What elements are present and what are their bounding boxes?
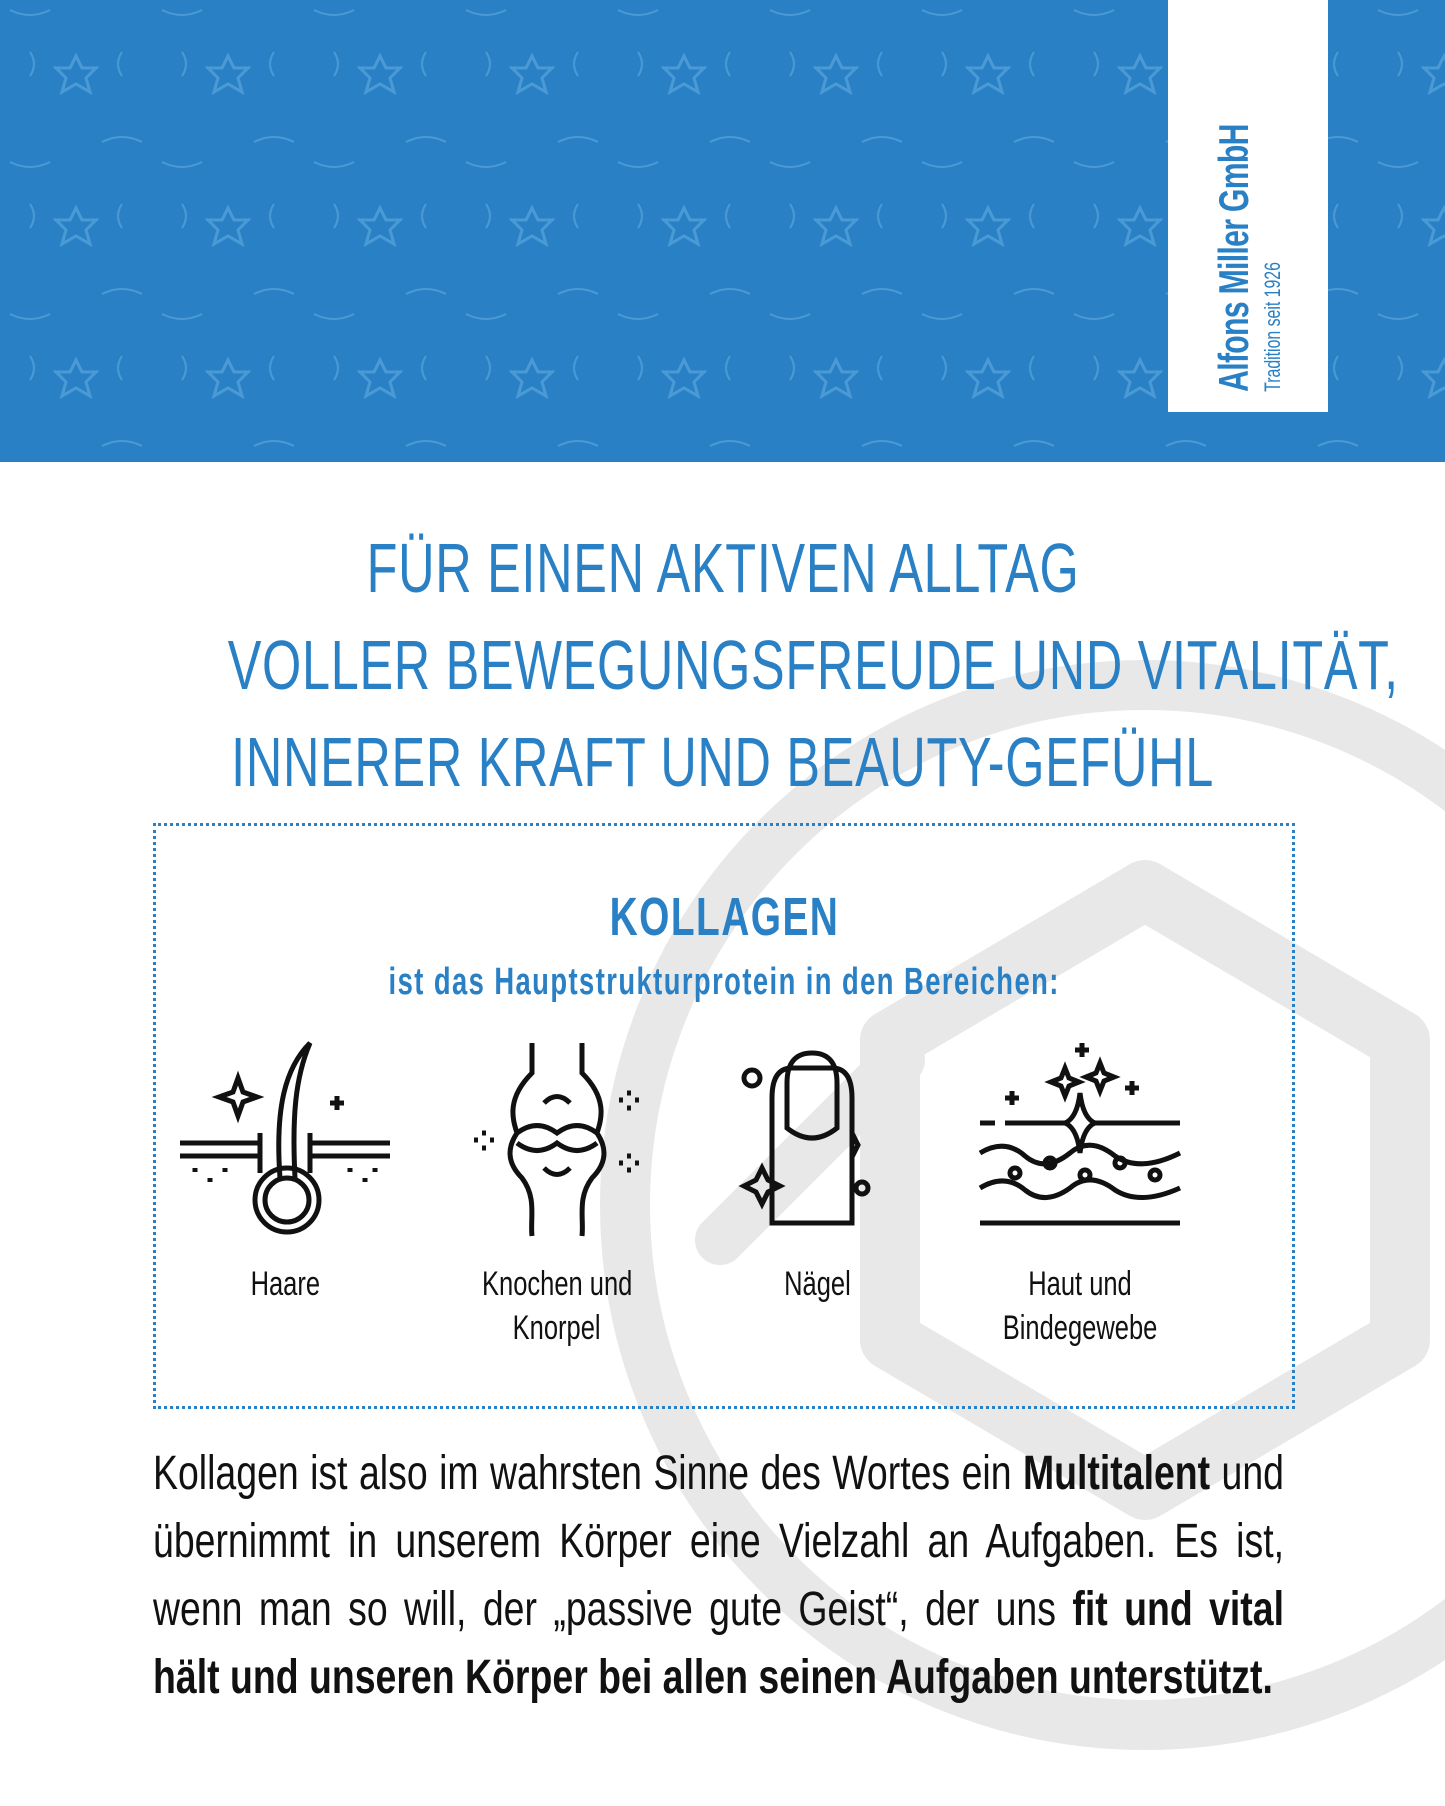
body-paragraph (153, 1440, 1283, 1712)
area-label: Bindegewebe (1002, 1309, 1158, 1347)
area-haut (960, 1038, 1200, 1350)
kollagen-subtitle: ist das Hauptstrukturprotein in den Bereichen: (388, 961, 1060, 1003)
area-knochen (437, 1038, 677, 1350)
skin-icon (975, 1038, 1185, 1238)
area-haare (165, 1038, 405, 1306)
headline-line: VOLLER BEWEGUNGSFREUDE UND VITALITÄT, (227, 626, 1399, 704)
brand-tagline: Tradition seit 1926 (1260, 262, 1285, 392)
nail-icon (712, 1038, 922, 1238)
hair-icon (180, 1038, 390, 1238)
area-label: Nägel (783, 1265, 851, 1303)
paragraph-bold: Multitalent (1022, 1447, 1211, 1500)
brand-name: Alfons Miller GmbH (1210, 124, 1257, 392)
joint-icon (452, 1038, 662, 1238)
paragraph-text: Kollagen ist also im wahrsten Sinne des Wortes ein (153, 1447, 1023, 1500)
paragraph-text: und übernimmt in unserem Körper eine Vielzahl an Aufgaben. Es ist, wenn man so will, der „passive gute Geist“, der uns (153, 1447, 1285, 1636)
headline-line: FÜR EINEN AKTIVEN ALLTAG (366, 529, 1079, 607)
area-naegel (697, 1038, 937, 1306)
area-label: Knochen und (481, 1265, 633, 1303)
kollagen-title: KOLLAGEN (609, 887, 839, 947)
area-label: Knorpel (513, 1309, 601, 1347)
area-label: Haare (250, 1265, 320, 1303)
area-label: Haut und (1028, 1265, 1132, 1303)
headline (0, 520, 1445, 811)
paragraph-bold: fit und vital hält und unseren Körper bei allen seinen Aufgaben unterstützt. (153, 1583, 1285, 1704)
kollagen-box (153, 823, 1295, 1409)
headline-line: INNERER KRAFT UND BEAUTY-GEFÜHL (231, 723, 1214, 801)
